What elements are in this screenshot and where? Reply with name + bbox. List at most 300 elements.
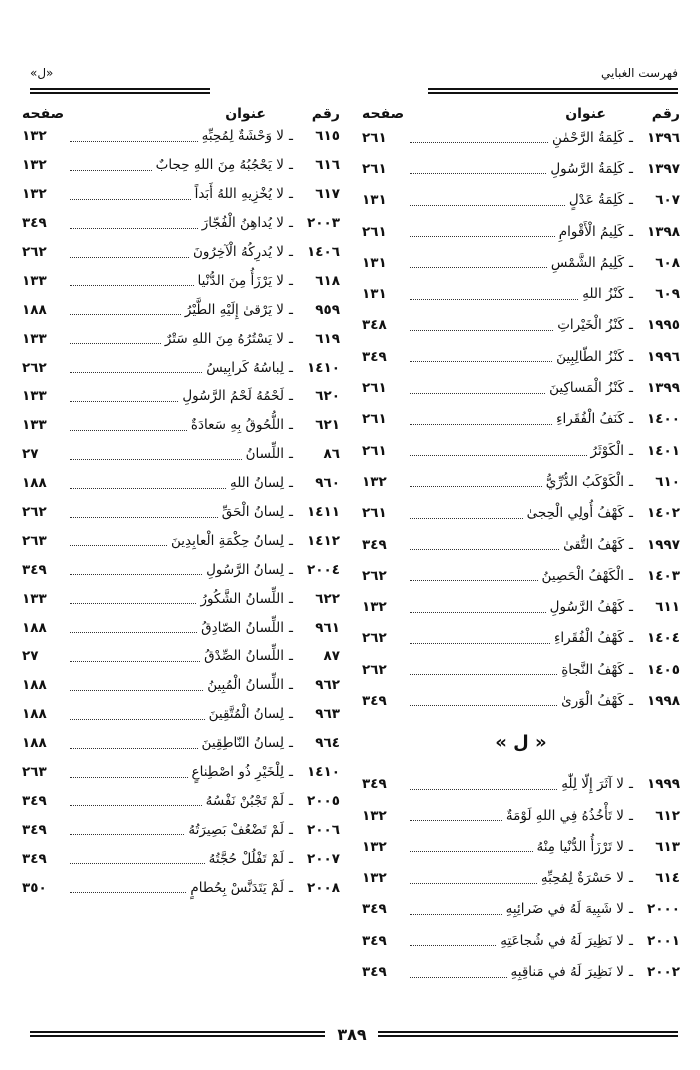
index-entry [22,700,340,729]
separator-dash: ـ [629,630,633,647]
dot-leader [410,674,557,675]
separator-dash: ـ [629,505,633,522]
dot-leader [410,580,538,581]
entry-number: ٩٦٤ [315,735,340,752]
entry-number: ٦١٦ [315,157,340,174]
entry-number: ٢٠٠٨ [307,879,340,896]
dot-leader [410,643,550,644]
dot-leader [70,199,191,200]
running-header-section: «ل» [30,66,54,80]
entry-page: ١٨٨ [22,677,47,694]
separator-dash: ـ [289,735,293,752]
entry-title: لِسانُ الْحَقِّ [221,504,284,521]
dot-leader [410,883,537,884]
dot-leader [70,632,197,633]
separator-dash: ـ [289,619,293,636]
entry-page: ١٣٢ [362,838,387,855]
index-list [362,122,680,717]
entry-number: ٢٠٠١ [647,932,680,949]
separator-dash: ـ [629,776,633,793]
index-entry [22,873,340,902]
entry-title: اللِّسانُ الصِّدْقُ [204,648,284,665]
entry-number: ١٤١٠ [307,359,340,376]
index-entry [362,529,680,560]
entry-page: ١٣٢ [22,186,47,203]
dot-leader [410,914,502,915]
dot-leader [410,142,548,143]
page-footer [0,1025,700,1045]
index-entry [22,266,340,295]
entry-page: ١٣٣ [22,417,47,434]
separator-dash: ـ [289,532,293,549]
entry-page: ٢٦١ [362,160,387,177]
header-page: صفحه [22,106,65,122]
index-entry [22,151,340,180]
index-entry [362,863,680,894]
entry-page: ١٣٢ [362,807,387,824]
entry-page: ١٣١ [362,254,387,271]
entry-title: كَلِمَةُ الرَّحْمٰنِ [552,129,624,146]
entry-number: ١٤٠٤ [647,630,680,647]
separator-dash: ـ [289,475,293,492]
entry-title: كَهْفُ التُّقىٰ [563,536,624,553]
entry-title: لا شَبِيهَ لَهُ في ضَرائِبِهِ [505,901,624,918]
header-page: صفحه [362,106,405,122]
separator-dash: ـ [629,129,633,146]
dot-leader [410,851,533,852]
entry-title: كَلِيمُ الشَّمْسِ [550,254,624,271]
entry-page: ٢٦١ [362,442,387,459]
entry-page: ٢٦٢ [362,661,387,678]
separator-dash: ـ [629,473,633,490]
entry-title: اللِّسانُ [245,446,284,463]
entry-page: ٣٤٩ [362,348,387,365]
entry-title: كَلِمَةُ الرَّسُولِ [550,160,624,177]
index-entry [22,209,340,238]
index-entry [362,654,680,685]
entry-title: لا حَسْرَةٌ لِمُحِبِّهِ [540,870,624,887]
index-entry [362,247,680,278]
index-entry [362,769,680,800]
entry-number: ٦١٣ [655,838,680,855]
entry-page: ١٣٣ [22,590,47,607]
separator-dash: ـ [629,223,633,240]
index-entry [22,584,340,613]
dot-leader [70,488,226,489]
dot-leader [410,361,552,362]
dot-leader [70,430,187,431]
entry-number: ٦١٩ [315,330,340,347]
dot-leader [70,170,152,171]
entry-number: ٦١٥ [315,128,340,145]
separator-dash: ـ [629,286,633,303]
entry-title: اللِّسانُ الصّادِقُ [201,619,284,636]
index-entry [362,623,680,654]
entry-number: ١٤١٢ [307,532,340,549]
dot-leader [70,805,202,806]
entry-title: لِسانُ النّاطِقِينَ [201,735,284,752]
dot-leader [70,459,242,460]
index-entry [362,216,680,247]
entry-number: ٦٠٨ [655,254,680,271]
index-entry [362,404,680,435]
index-entry [362,122,680,153]
entry-page: ٣٤٩ [362,776,387,793]
entry-title: كَهْفُ الْوَرىٰ [561,692,624,709]
separator-dash: ـ [629,536,633,553]
dot-leader [70,834,184,835]
index-entry [22,613,340,642]
separator-dash: ـ [629,932,633,949]
separator-dash: ـ [289,821,293,838]
separator-dash: ـ [629,692,633,709]
entry-page: ٢٦٣ [22,532,47,549]
dot-leader [410,236,555,237]
dot-leader [410,977,507,978]
index-entry [22,440,340,469]
entry-number: ٦٢٢ [315,590,340,607]
index-entry [362,925,680,956]
separator-dash: ـ [629,317,633,334]
entry-title: لَمْ تَجْبُنْ نَفْسُهُ [205,792,284,809]
right-column [362,96,680,988]
entry-page: ٣٤٩ [362,932,387,949]
dot-leader [70,228,198,229]
index-entry [22,498,340,527]
separator-dash: ـ [289,446,293,463]
separator-dash: ـ [629,838,633,855]
separator-dash: ـ [629,901,633,918]
index-entry [362,372,680,403]
dot-leader [410,612,546,613]
column-header [362,96,680,122]
entry-page: ١٨٨ [22,735,47,752]
entry-title: لا تَأْخُذُهُ فِي اللهِ لَوْمَةٌ [505,807,624,824]
index-entry [362,591,680,622]
entry-number: ١٩٩٧ [647,536,680,553]
dot-leader [70,603,196,604]
dot-leader [410,945,496,946]
left-column [22,96,340,902]
entry-number: ٨٦ [323,446,340,463]
separator-dash: ـ [289,648,293,665]
dot-leader [410,424,552,425]
entry-number: ١٤١١ [307,504,340,521]
entry-page: ٢٦١ [362,411,387,428]
entry-number: ١٣٩٩ [647,380,680,397]
index-entry [362,498,680,529]
entry-page: ١٨٨ [22,706,47,723]
separator-dash: ـ [289,850,293,867]
entry-page: ٢٦١ [362,505,387,522]
entry-number: ٩٥٩ [315,301,340,318]
entry-number: ٦١٤ [655,870,680,887]
entry-number: ١٤٠٠ [647,411,680,428]
entry-title: كَلِيمُ الْأَقْوامِ [558,223,624,240]
footer-rule-right [378,1031,678,1037]
index-entry [362,341,680,372]
dot-leader [70,690,203,691]
entry-title: كَهْفُ النَّجاةِ [561,661,624,678]
separator-dash: ـ [289,764,293,781]
entry-title: اللِّسانُ الْمُبِينُ [207,677,284,694]
separator-dash: ـ [289,561,293,578]
separator-dash: ـ [289,128,293,145]
entry-number: ١٣٩٦ [647,129,680,146]
separator-dash: ـ [629,380,633,397]
separator-dash: ـ [629,442,633,459]
entry-number: ٢٠٠٠ [647,901,680,918]
index-entry [22,526,340,555]
dot-leader [410,789,557,790]
dot-leader [70,257,189,258]
dot-leader [70,863,205,864]
index-entry [362,685,680,716]
entry-page: ١٨٨ [22,301,47,318]
entry-page: ١٣٣ [22,330,47,347]
entry-page: ٢٧ [22,648,39,665]
entry-page: ٣٤٩ [22,821,47,838]
separator-dash: ـ [289,301,293,318]
dot-leader [70,777,188,778]
index-entry [362,800,680,831]
entry-title: لِسانُ حِكْمَةِ الْعابِدِينَ [171,532,284,549]
entry-page: ٢٦٢ [22,244,47,260]
index-entry [22,642,340,671]
dot-leader [410,393,545,394]
entry-page: ١٣٢ [362,473,387,490]
entry-number: ١٩٩٦ [647,348,680,365]
entry-title: لا يَرْقىٰ إِلَيْهِ الطَّيْرُ [184,301,284,318]
entry-number: ٢٠٠٧ [307,850,340,867]
entry-title: كَهْفُ الْفُقَراءِ [554,630,624,647]
entry-page: ١٣٣ [22,388,47,405]
dot-leader [410,518,523,519]
entry-page: ١٣٢ [22,128,47,145]
column-header [22,96,340,122]
dot-leader [410,205,565,206]
index-list [362,769,680,988]
entry-page: ١٨٨ [22,475,47,492]
entry-title: لا يُخْزِيهِ اللهُ أَبَداً [194,186,284,203]
entry-number: ١٤١٠ [307,764,340,781]
separator-dash: ـ [629,254,633,271]
separator-dash: ـ [289,706,293,723]
entry-page: ١٣٢ [22,157,47,174]
dot-leader [70,748,198,749]
entry-number: ١٣٩٧ [647,160,680,177]
entry-number: ٦١٢ [655,807,680,824]
entry-title: لا وَحْشَةٌ لِمُحِبِّهِ [201,128,284,145]
index-entry [22,729,340,758]
entry-page: ٢٦٢ [22,359,47,376]
separator-dash: ـ [289,186,293,203]
index-entry [22,786,340,815]
entry-title: لِسانُ الْمُتَّقِينَ [208,706,284,723]
dot-leader [410,705,557,706]
entry-title: كَهْفُ الرَّسُولِ [549,599,624,616]
entry-title: لَحْمُهُ لَحْمُ الرَّسُولِ [182,388,284,405]
entry-page: ٣٤٩ [362,692,387,709]
index-entry [362,310,680,341]
entry-number: ٦٢١ [315,417,340,434]
entry-number: ٢٠٠٢ [647,964,680,981]
index-entry [22,844,340,873]
page-number: ٣٨٩ [337,1025,367,1044]
header-title: عنوان [225,106,266,122]
entry-title: كَنْزُ اللهِ [582,286,624,303]
entry-page: ٣٤٩ [22,561,47,578]
index-entry [22,295,340,324]
dot-leader [70,719,205,720]
entry-number: ٩٦٢ [315,677,340,694]
entry-title: لا نَظِيرَ لَهُ في شُجاعَتِهِ [500,932,624,949]
entry-number: ١٩٩٩ [647,776,680,793]
separator-dash: ـ [629,192,633,209]
separator-dash: ـ [629,411,633,428]
entry-title: لا يُداهِنُ الْفُجّارَ [201,215,284,232]
dot-leader [410,330,553,331]
entry-number: ١٤٠٥ [647,661,680,678]
entry-title: لا آثَرَ إِلّا لِلّٰهِ [561,776,624,793]
index-entry [362,894,680,925]
dot-leader [410,549,559,550]
entry-number: ٩٦١ [315,619,340,636]
entry-number: ٩٦٠ [315,475,340,492]
entry-number: ٦١٨ [315,272,340,289]
dot-leader [70,545,167,546]
entry-title: كَنْزُ الْخَيْراتِ [557,317,624,334]
index-entry [22,180,340,209]
entry-number: ٢٠٠٣ [307,215,340,232]
entry-title: لَمْ يَتَدَنَّسْ بِحُطامٍ [190,879,284,896]
separator-dash: ـ [629,599,633,616]
entry-page: ٢٦١ [362,129,387,146]
header-number: رقم [651,106,680,122]
entry-page: ٣٤٩ [362,964,387,981]
entry-title: الْكَهْفُ الْحَصِينُ [541,567,624,584]
dot-leader [410,455,587,456]
running-header-title: فهرست الغبايي [601,66,678,80]
section-heading: « ل » [495,731,547,753]
separator-dash: ـ [629,807,633,824]
entry-title: لَمْ تَضْعُفْ بَصِيرَتُهُ [188,821,284,838]
entry-number: ٦٢٠ [315,388,340,405]
separator-dash: ـ [289,677,293,694]
separator-dash: ـ [289,792,293,809]
dot-leader [70,141,198,142]
separator-dash: ـ [629,348,633,365]
entry-page: ٣٤٨ [362,317,387,334]
separator-dash: ـ [629,870,633,887]
dot-leader [70,343,161,344]
entry-number: ١٤٠٦ [307,244,340,260]
entry-title: كَهْفُ أُولِي الْحِجىٰ [526,505,624,522]
entry-page: ٣٤٩ [362,901,387,918]
entry-number: ١٤٠٢ [647,505,680,522]
entry-number: ٦١١ [655,599,680,616]
dot-leader [70,661,200,662]
entry-number: ٢٠٠٥ [307,792,340,809]
entry-page: ١٣١ [362,286,387,303]
separator-dash: ـ [289,417,293,434]
entry-number: ٦٠٧ [655,192,680,209]
index-entry [362,185,680,216]
entry-number: ١٤٠١ [647,442,680,459]
entry-page: ٢٦٣ [22,764,47,781]
index-entry [362,153,680,184]
dot-leader [410,173,546,174]
entry-page: ٣٤٩ [362,536,387,553]
entry-title: كَنَفُ الْفُقَراءِ [556,411,624,428]
separator-dash: ـ [289,590,293,607]
entry-title: لا يَسْتُرُهُ مِنَ اللهِ سَتْرٌ [164,330,284,347]
index-entry [22,238,340,267]
entry-number: ١٩٩٨ [647,692,680,709]
separator-dash: ـ [289,244,293,260]
separator-dash: ـ [629,567,633,584]
index-entry [362,435,680,466]
index-entry [362,278,680,309]
dot-leader [410,820,502,821]
entry-title: لَمْ تَفْلُلْ حُجَّتُهُ [208,850,284,867]
dot-leader [70,401,178,402]
header-title: عنوان [565,106,606,122]
separator-dash: ـ [289,879,293,896]
entry-title: لا يُدرِكُهُ الْآخِرُونَ [193,244,284,260]
entry-page: ١٣٢ [362,599,387,616]
separator-dash: ـ [629,661,633,678]
footer-rule-left [30,1031,325,1037]
index-entry [22,411,340,440]
separator-dash: ـ [289,504,293,521]
entry-title: اللِّسانُ الشَّكُورُ [200,590,284,607]
entry-title: لا يَحْجُبُهُ مِنَ اللهِ حِجابٌ [155,157,284,174]
dot-leader [70,574,202,575]
entry-title: كَنْزُ الطّالِبِينَ [556,348,624,365]
entry-number: ٨٧ [323,648,340,665]
dot-leader [70,372,202,373]
separator-dash: ـ [289,272,293,289]
entry-title: لا تَرْزَأُ الدُّنْيا مِنْهُ [536,838,624,855]
index-list [22,122,340,902]
dot-leader [410,299,578,300]
entry-title: لا نَظِيرَ لَهُ في مَناقِبِهِ [510,964,624,981]
index-entry [22,555,340,584]
separator-dash: ـ [629,160,633,177]
entry-title: لِسانُ اللهِ [229,475,284,492]
entry-number: ١٩٩٥ [647,317,680,334]
entry-title: لِباسُهُ كَرابِيسُ [206,359,284,376]
header-rule-right [428,88,678,94]
entry-number: ٦١٠ [655,473,680,490]
entry-number: ١٣٩٨ [647,223,680,240]
separator-dash: ـ [289,215,293,232]
entry-page: ١٣٢ [362,870,387,887]
dot-leader [70,517,218,518]
entry-number: ٢٠٠٤ [307,561,340,578]
index-entry [22,353,340,382]
dot-leader [410,267,547,268]
entry-number: ٦١٧ [315,186,340,203]
separator-dash: ـ [289,388,293,405]
index-entry [362,831,680,862]
entry-page: ٢٦١ [362,380,387,397]
entry-title: الْكَوْثَرُ [590,442,624,459]
index-entry [22,758,340,787]
entry-title: لِسانُ الرَّسُولِ [206,561,284,578]
entry-page: ١٣١ [362,192,387,209]
